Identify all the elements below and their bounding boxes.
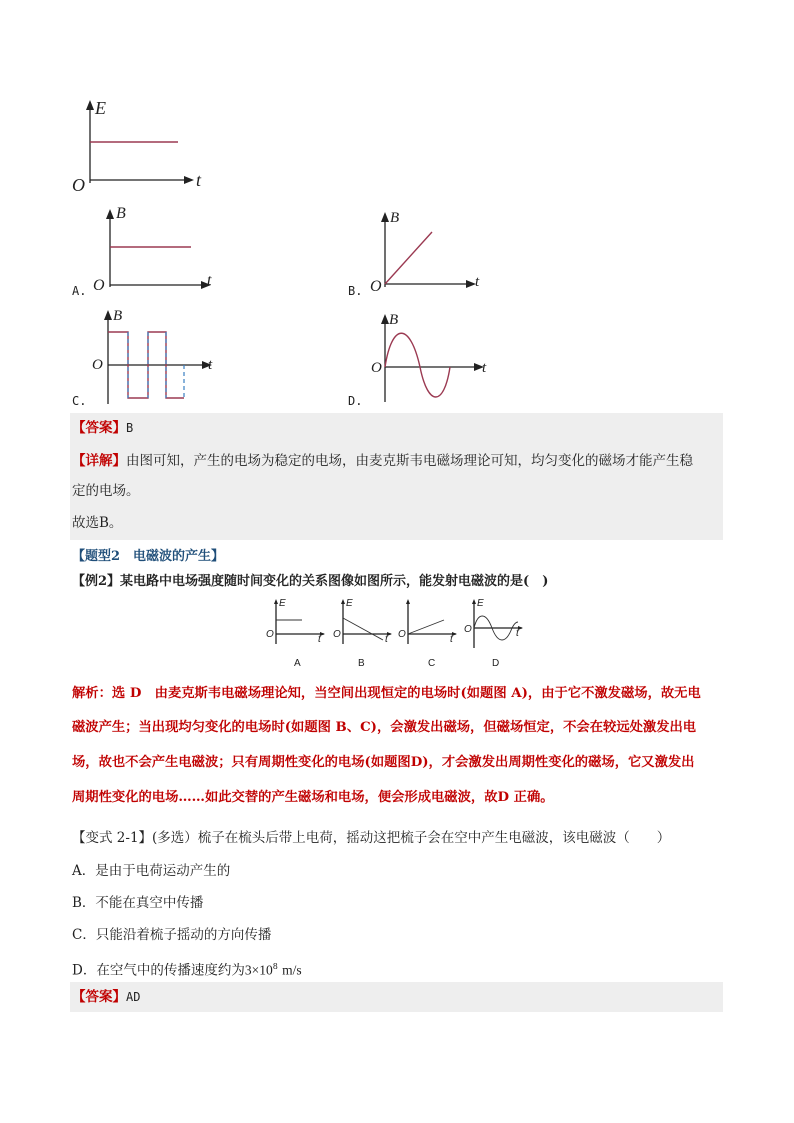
ex2-d-e: E <box>477 598 484 609</box>
answer-2-tag: 【答案】 <box>72 989 126 1005</box>
analysis-2-line3: 场，故也不会产生电磁波；只有周期性变化的电场(如题图D)，才会激发出周期性变化的磁场，它又激发出 <box>72 755 695 770</box>
analysis-2-line4: 周期性变化的电场……如此交替的产生磁场和电场，便会形成电磁波，故D 正确。 <box>72 790 554 805</box>
option-a-label: A. <box>72 284 87 298</box>
option-d-origin: O <box>371 360 382 376</box>
ex2-a-t: t <box>318 634 321 645</box>
ex2-c-o: O <box>398 629 406 640</box>
ex2-label-d: D <box>492 658 500 669</box>
origin-label: O <box>72 175 85 195</box>
option-a-origin: O <box>93 277 105 294</box>
option-b-label: B. <box>348 284 363 298</box>
variant-2-1-option-b: B．不能在真空中传播 <box>72 895 204 911</box>
answer-1-value: B <box>126 421 134 435</box>
option-b-graph <box>370 210 490 295</box>
detail-1-line2: 定的电场。 <box>72 483 140 499</box>
section-2-title: 【题型2 电磁波的产生】 <box>72 549 225 564</box>
e-axis-label: E <box>95 98 106 118</box>
analysis-2-line2: 磁波产生；当出现均匀变化的电场时(如题图 B、C)，会激发出磁场，但磁场恒定，不会在较远处激发出电 <box>72 720 697 735</box>
ex2-a-e: E <box>279 598 286 609</box>
variant-2-1-option-d <box>72 957 302 981</box>
ex2-c-t: t <box>450 634 453 645</box>
option-a-graph <box>95 205 225 295</box>
ex2-label-c: C <box>428 658 436 669</box>
detail-1-line3: 故选B。 <box>72 515 123 531</box>
option-d-t-label: t <box>482 360 487 376</box>
answer-1 <box>72 418 133 438</box>
variant-2-1-option-a: A．是由于电荷运动产生的 <box>72 863 231 879</box>
example-2-graph-d <box>466 598 526 650</box>
answer-box-2 <box>70 982 723 1012</box>
ex2-d-t: t <box>516 628 519 639</box>
option-d-exponent: 8 <box>272 962 278 971</box>
option-c-graph <box>90 308 220 408</box>
answer-2 <box>72 987 140 1007</box>
option-a-b-label: B <box>116 205 126 222</box>
option-d-prefix: D．在空气中的传播速度约为 <box>72 962 245 979</box>
ex2-b-t: t <box>385 634 388 645</box>
analysis-2-line1: 解析：选 D 由麦克斯韦电磁场理论知，当空间出现恒定的电场时(如题图 A)，由于它不激发磁场，故无电 <box>72 686 701 701</box>
option-b-t-label: t <box>475 274 480 290</box>
option-c-label: C. <box>72 394 87 408</box>
answer-2-value: AD <box>126 990 141 1004</box>
t-axis-label: t <box>196 170 202 190</box>
ex2-d-o: O <box>464 624 472 635</box>
ex2-label-a: A <box>294 658 301 669</box>
answer-1-tag: 【答案】 <box>72 420 126 436</box>
ex2-a-o: O <box>266 629 274 640</box>
option-d-label: D. <box>348 394 363 408</box>
option-d-value: 3×10 <box>244 962 273 978</box>
option-c-origin: O <box>92 357 103 373</box>
variant-2-1-option-c: C．只能沿着梳子摇动的方向传播 <box>72 927 272 943</box>
option-b-b-label: B <box>390 210 400 226</box>
answer-box-1 <box>70 413 723 540</box>
option-a-t-label: t <box>207 272 212 289</box>
option-c-b-label: B <box>113 308 123 324</box>
detail-1-line1 <box>72 451 722 471</box>
variant-2-1-stem: 【变式 2-1】(多选）梳子在梳头后带上电荷，摇动这把梳子会在空中产生电磁波，该电磁波（ ） <box>72 830 671 846</box>
ex2-b-o: O <box>333 629 341 640</box>
option-d-unit: m/s <box>282 962 302 978</box>
option-b-origin: O <box>370 278 382 295</box>
example-2-stem: 【例2】某电路中电场强度随时间变化的关系图像如图所示，能发射电磁波的是( ) <box>72 574 549 589</box>
ex2-label-b: B <box>358 658 365 669</box>
ex2-b-e: E <box>346 598 353 609</box>
detail-1-text1: 由图可知，产生的电场为稳定的电场，由麦克斯韦电磁场理论可知，均匀变化的磁场才能产生稳 <box>126 453 693 469</box>
option-d-b-label: B <box>389 312 399 328</box>
option-c-t-label: t <box>208 357 213 373</box>
detail-1-tag: 【详解】 <box>72 453 126 469</box>
